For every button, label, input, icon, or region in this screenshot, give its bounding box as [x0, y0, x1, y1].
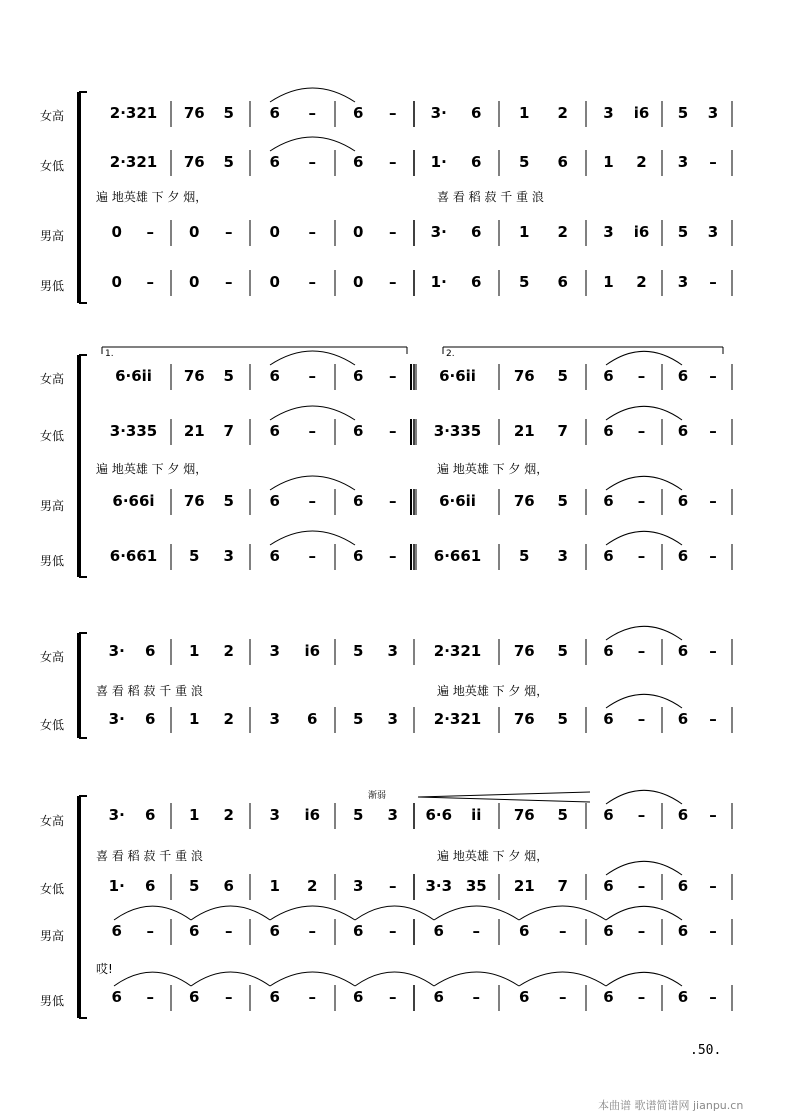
note-group: 76: [183, 104, 205, 122]
sustain-dash: –: [308, 273, 316, 291]
note-group: 6: [519, 988, 530, 1006]
note-group: 6·661: [109, 547, 158, 565]
note-group: 6: [111, 922, 122, 940]
note-group: 3: [603, 104, 614, 122]
sustain-dash: –: [709, 922, 717, 940]
note-group: 3: [387, 710, 398, 728]
note-group: i6: [633, 223, 650, 241]
note-group: 5: [519, 273, 530, 291]
note-group: 3: [603, 223, 614, 241]
note-group: 6: [353, 367, 364, 385]
note-group: 1·: [108, 877, 125, 895]
sustain-dash: –: [709, 367, 717, 385]
sustain-dash: –: [308, 153, 316, 171]
tie-arc: [606, 972, 682, 986]
tie-arc: [355, 906, 434, 920]
note-group: 6·6ii: [439, 367, 476, 385]
note-group: 3: [677, 273, 689, 291]
note-group: 3: [707, 104, 719, 122]
lyric-line: 喜 看 稻 菽 千 重 浪: [96, 849, 203, 863]
sustain-dash: –: [472, 988, 480, 1006]
note-group: 6: [471, 153, 482, 171]
note-group: 6: [223, 877, 234, 895]
tie-arc: [270, 406, 355, 420]
part-label: 男高: [40, 229, 65, 243]
lyric-line: 遍 地英雄 下 夕 烟，: [437, 684, 549, 698]
note-group: 5: [223, 104, 234, 122]
note-group: 5: [557, 367, 568, 385]
sustain-dash: –: [389, 492, 397, 510]
note-group: 6: [471, 273, 482, 291]
note-group: 6: [353, 422, 364, 440]
part-label: 女低: [40, 159, 65, 173]
note-group: 6: [677, 922, 689, 940]
note-group: 5: [353, 642, 364, 660]
sustain-dash: –: [709, 877, 717, 895]
note-group: 5: [223, 367, 234, 385]
note-group: 5: [557, 710, 568, 728]
sustain-dash: –: [308, 422, 316, 440]
sustain-dash: –: [389, 223, 397, 241]
sustain-dash: –: [637, 547, 646, 565]
part-label: 男高: [40, 499, 65, 513]
note-group: 6: [603, 877, 614, 895]
note-group: 7: [557, 877, 568, 895]
note-group: 1: [189, 806, 200, 824]
note-group: 3: [387, 806, 398, 824]
note-group: 76: [183, 153, 205, 171]
sustain-dash: –: [709, 988, 717, 1006]
note-group: 2·321: [433, 710, 482, 728]
sustain-dash: –: [637, 806, 646, 824]
note-group: 3·: [430, 104, 447, 122]
note-group: 3·3: [425, 877, 453, 895]
sustain-dash: –: [559, 922, 567, 940]
sustain-dash: –: [308, 492, 316, 510]
note-group: 6: [603, 492, 614, 510]
note-group: 6: [677, 492, 689, 510]
note-group: 1: [189, 710, 200, 728]
part-label: 女高: [40, 372, 65, 386]
note-group: 76: [513, 806, 535, 824]
note-group: 6: [557, 273, 568, 291]
watermark: 本曲谱 歌谱简谱网 jianpu.cn: [598, 1099, 744, 1112]
note-group: 2: [223, 806, 234, 824]
sustain-dash: –: [637, 988, 646, 1006]
note-group: 6: [269, 922, 280, 940]
note-group: 76: [513, 492, 535, 510]
note-group: 5: [353, 806, 364, 824]
note-group: 6: [269, 547, 280, 565]
part-label: 男高: [40, 929, 65, 943]
sustain-dash: –: [637, 492, 646, 510]
lyric-line: 遍 地英雄 下 夕 烟，: [437, 849, 549, 863]
tie-arc: [114, 972, 191, 986]
note-group: 6: [353, 988, 364, 1006]
note-group: 0: [111, 223, 122, 241]
tie-arc: [434, 972, 519, 986]
note-group: 21: [513, 422, 535, 440]
sustain-dash: –: [308, 367, 316, 385]
note-group: 2·321: [109, 153, 158, 171]
tie-arc: [114, 906, 191, 920]
note-group: 2: [223, 642, 234, 660]
sustain-dash: –: [308, 922, 316, 940]
sustain-dash: –: [559, 988, 567, 1006]
tie-arc: [270, 351, 355, 365]
part-label: 男低: [40, 279, 65, 293]
tie-arc: [519, 906, 606, 920]
note-group: 3: [387, 642, 398, 660]
lyric-line: 哎!: [96, 962, 113, 976]
sustain-dash: –: [146, 273, 154, 291]
lyric-line: 喜 看 稻 菽 千 重 浪: [96, 684, 203, 698]
sustain-dash: –: [389, 547, 397, 565]
part-label: 男低: [40, 554, 65, 568]
sustain-dash: –: [709, 547, 717, 565]
note-group: 0: [269, 223, 280, 241]
note-group: 0: [189, 223, 200, 241]
note-group: 5: [189, 877, 200, 895]
note-group: 6·66i: [112, 492, 155, 510]
note-group: 6: [145, 877, 156, 895]
note-group: 6: [677, 710, 689, 728]
note-group: i6: [304, 642, 321, 660]
note-group: 6: [603, 806, 614, 824]
note-group: 1: [519, 104, 530, 122]
tie-arc: [606, 406, 682, 420]
sustain-dash: –: [225, 273, 233, 291]
tie-arc: [270, 972, 355, 986]
note-group: 0: [353, 273, 364, 291]
note-group: 6·6: [425, 806, 453, 824]
note-group: 3: [269, 710, 280, 728]
note-group: 3: [223, 547, 234, 565]
note-group: 6: [677, 642, 689, 660]
note-group: 3: [707, 223, 719, 241]
note-group: 3·335: [109, 422, 158, 440]
note-group: 6: [433, 922, 444, 940]
note-group: 2: [557, 104, 568, 122]
sustain-dash: –: [709, 492, 717, 510]
tie-arc: [270, 476, 355, 490]
note-group: 6·661: [433, 547, 482, 565]
sustain-dash: –: [308, 547, 316, 565]
sustain-dash: –: [709, 710, 717, 728]
tie-arc: [606, 694, 682, 708]
sustain-dash: –: [637, 710, 646, 728]
note-group: 5: [189, 547, 200, 565]
tie-arc: [191, 972, 270, 986]
note-group: 3·: [430, 223, 447, 241]
note-group: 0: [111, 273, 122, 291]
sustain-dash: –: [225, 223, 233, 241]
tie-arc: [270, 531, 355, 545]
note-group: 5: [557, 806, 568, 824]
sustain-dash: –: [709, 642, 717, 660]
note-group: 2: [636, 153, 647, 171]
note-group: 1: [603, 273, 614, 291]
volta-1: 1.: [105, 349, 114, 359]
tie-arc: [355, 972, 434, 986]
note-group: 6·6ii: [439, 492, 476, 510]
sustain-dash: –: [637, 877, 646, 895]
note-group: 76: [513, 710, 535, 728]
note-group: 6: [677, 422, 689, 440]
sustain-dash: –: [389, 988, 397, 1006]
sustain-dash: –: [146, 223, 154, 241]
note-group: 6: [269, 422, 280, 440]
note-group: 2·321: [433, 642, 482, 660]
note-group: 5: [557, 642, 568, 660]
note-group: 5: [223, 153, 234, 171]
sustain-dash: –: [637, 642, 646, 660]
sustain-dash: –: [308, 988, 316, 1006]
note-group: 5: [353, 710, 364, 728]
tie-arc: [270, 906, 355, 920]
note-group: 35: [465, 877, 487, 895]
note-group: 7: [557, 422, 568, 440]
note-group: 76: [183, 492, 205, 510]
note-group: 6: [603, 547, 614, 565]
note-group: 1: [519, 223, 530, 241]
sustain-dash: –: [308, 104, 316, 122]
note-group: 0: [269, 273, 280, 291]
note-group: 0: [189, 273, 200, 291]
note-group: 6: [353, 492, 364, 510]
tie-arc: [606, 861, 682, 875]
sustain-dash: –: [225, 922, 233, 940]
decrescendo-line: [418, 792, 590, 797]
sustain-dash: –: [389, 877, 397, 895]
note-group: 6: [269, 492, 280, 510]
note-group: 5: [557, 492, 568, 510]
note-group: 6: [471, 223, 482, 241]
note-group: 21: [183, 422, 205, 440]
tie-arc: [606, 476, 682, 490]
note-group: 6: [603, 988, 614, 1006]
tie-arc: [434, 906, 519, 920]
sustain-dash: –: [637, 367, 646, 385]
note-group: 6: [353, 922, 364, 940]
note-group: 6: [269, 153, 280, 171]
note-group: 6: [145, 710, 156, 728]
note-group: 1: [603, 153, 614, 171]
note-group: 6: [603, 367, 614, 385]
note-group: 1: [269, 877, 280, 895]
sustain-dash: –: [389, 104, 397, 122]
sustain-dash: –: [709, 153, 717, 171]
note-group: 7: [223, 422, 234, 440]
tie-arc: [606, 790, 682, 804]
sustain-dash: –: [709, 273, 717, 291]
note-group: 1·: [430, 273, 447, 291]
note-group: 2: [223, 710, 234, 728]
tie-arc: [270, 88, 355, 102]
note-group: 6: [307, 710, 318, 728]
note-group: 6: [677, 877, 689, 895]
sustain-dash: –: [389, 153, 397, 171]
note-group: i6: [304, 806, 321, 824]
note-group: 6: [111, 988, 122, 1006]
tie-arc: [191, 906, 270, 920]
note-group: 3·: [108, 642, 125, 660]
note-group: 76: [513, 642, 535, 660]
tie-arc: [606, 351, 682, 365]
note-group: 5: [519, 547, 530, 565]
lyric-line: 喜 看 稻 菽 千 重 浪: [437, 190, 544, 204]
note-group: 1: [189, 642, 200, 660]
note-group: 3·: [108, 806, 125, 824]
sustain-dash: –: [308, 223, 316, 241]
tie-arc: [606, 626, 682, 640]
note-group: 0: [353, 223, 364, 241]
sustain-dash: –: [637, 922, 646, 940]
note-group: 6: [557, 153, 568, 171]
note-group: 3·335: [433, 422, 482, 440]
tie-arc: [270, 137, 355, 151]
note-group: 6: [353, 547, 364, 565]
expression-mark: 渐弱: [368, 791, 387, 801]
note-group: 3: [269, 642, 280, 660]
sustain-dash: –: [637, 422, 646, 440]
note-group: 6: [677, 988, 689, 1006]
note-group: 5: [223, 492, 234, 510]
part-label: 女高: [40, 109, 65, 123]
sustain-dash: –: [709, 806, 717, 824]
tie-arc: [606, 531, 682, 545]
note-group: 6: [677, 806, 689, 824]
note-group: 1·: [430, 153, 447, 171]
note-group: 6: [269, 988, 280, 1006]
note-group: 3·: [108, 710, 125, 728]
note-group: 6: [677, 547, 689, 565]
note-group: 6: [677, 367, 689, 385]
note-group: 3: [677, 153, 689, 171]
note-group: 6: [471, 104, 482, 122]
lyric-line: 遍 地英雄 下 夕 烟，: [96, 462, 208, 476]
note-group: ii: [471, 806, 482, 824]
note-group: 2: [307, 877, 318, 895]
sustain-dash: –: [146, 988, 154, 1006]
sustain-dash: –: [225, 988, 233, 1006]
tie-arc: [519, 972, 606, 986]
note-group: 6: [603, 422, 614, 440]
part-label: 男低: [40, 994, 65, 1008]
sustain-dash: –: [146, 922, 154, 940]
sustain-dash: –: [389, 922, 397, 940]
note-group: 21: [513, 877, 535, 895]
part-label: 女高: [40, 814, 65, 828]
volta-2: 2.: [446, 349, 455, 359]
part-label: 女低: [40, 718, 65, 732]
note-group: 6: [189, 988, 200, 1006]
note-group: 5: [519, 153, 530, 171]
note-group: 2·321: [109, 104, 158, 122]
sustain-dash: –: [389, 422, 397, 440]
note-group: 5: [677, 223, 689, 241]
page-number: .50.: [690, 1043, 722, 1058]
part-label: 女高: [40, 650, 65, 664]
note-group: 6: [519, 922, 530, 940]
sustain-dash: –: [389, 367, 397, 385]
note-group: 6: [269, 104, 280, 122]
decrescendo-line: [418, 797, 590, 802]
note-group: 6: [353, 153, 364, 171]
note-group: 5: [677, 104, 689, 122]
note-group: 76: [183, 367, 205, 385]
note-group: 6: [603, 642, 614, 660]
note-group: 3: [353, 877, 364, 895]
lyric-line: 遍 地英雄 下 夕 烟，: [437, 462, 549, 476]
note-group: 6: [353, 104, 364, 122]
note-group: 3: [557, 547, 568, 565]
sustain-dash: –: [709, 422, 717, 440]
note-group: 6: [189, 922, 200, 940]
sustain-dash: –: [472, 922, 480, 940]
note-group: 6: [145, 642, 156, 660]
note-group: 6: [145, 806, 156, 824]
note-group: 2: [636, 273, 647, 291]
tie-arc: [606, 906, 682, 920]
note-group: 6: [603, 710, 614, 728]
part-label: 女低: [40, 429, 65, 443]
note-group: 6: [433, 988, 444, 1006]
note-group: 2: [557, 223, 568, 241]
lyric-line: 遍 地英雄 下 夕 烟，: [96, 190, 208, 204]
part-label: 女低: [40, 882, 65, 896]
note-group: 6·6ii: [115, 367, 152, 385]
note-group: 3: [269, 806, 280, 824]
sustain-dash: –: [389, 273, 397, 291]
note-group: 76: [513, 367, 535, 385]
note-group: i6: [633, 104, 650, 122]
note-group: 6: [603, 922, 614, 940]
note-group: 6: [269, 367, 280, 385]
